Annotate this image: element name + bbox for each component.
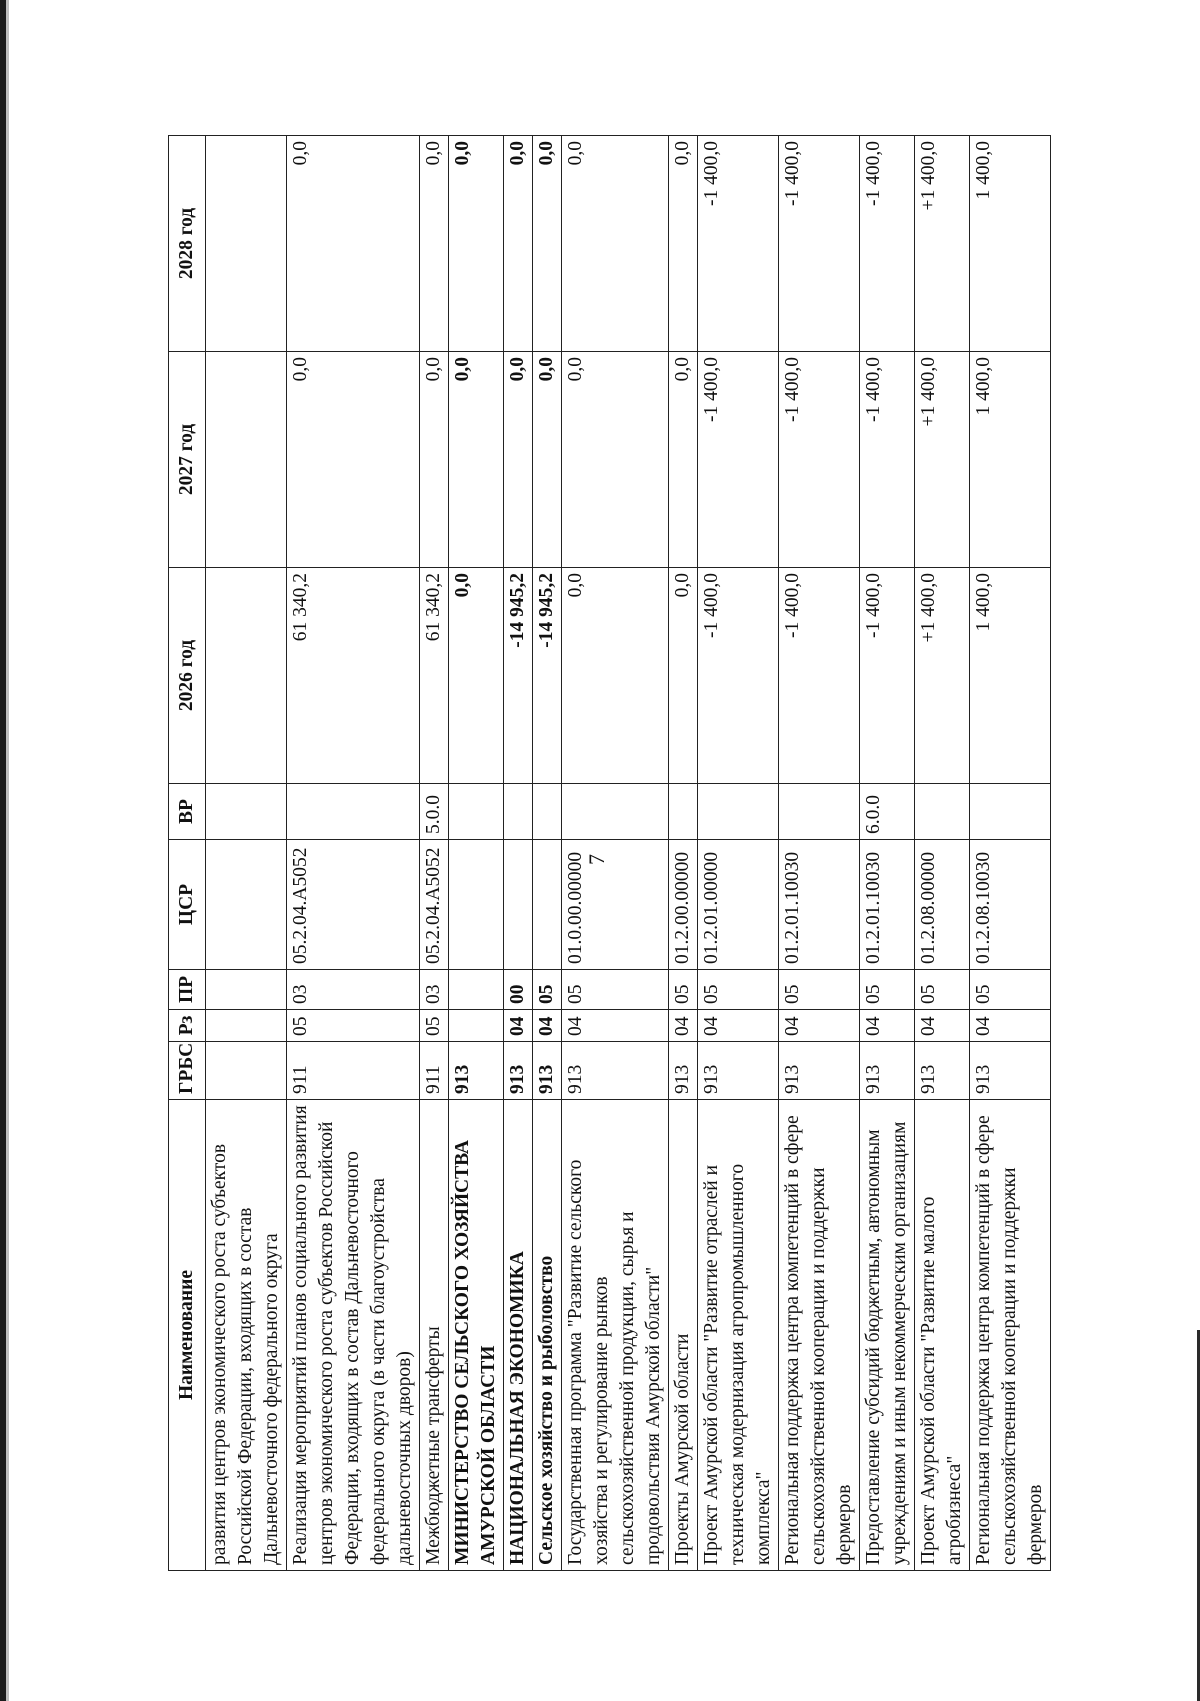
cell-2026: -1 400,0 [860,568,915,784]
cell-pr: 05 [533,970,562,1010]
cell-name: Государственная программа "Развитие сельского хозяйства и регулирование рынков сельскохозяйственной продукции, сырья и продовольствия Амурской области" [562,1100,669,1571]
column-header: Наименование [169,1100,206,1571]
cell-2028: 0,0 [287,136,420,352]
cell-pr: 05 [915,970,970,1010]
cell-pr: 05 [970,970,1051,1010]
cell-pr: 03 [287,970,420,1010]
cell-2026: 61 340,2 [287,568,420,784]
table-row [206,136,287,1571]
cell-2026: 0,0 [562,568,669,784]
cell-2028: 0,0 [533,136,562,352]
cell-2028: -1 400,0 [860,136,915,352]
cell-name: Реализация мероприятий планов социального развития центров экономического роста субъектов Российской Федерации, входящих в состав Дальневосточного федерального округа (в части благоустройства дальневосточных дворов) [287,1100,420,1571]
cell-2028: +1 400,0 [915,136,970,352]
cell-csr: 01.2.08.00000 [915,840,970,970]
table-row [779,136,860,1571]
cell-rz: 05 [420,1010,449,1042]
table-row [669,136,698,1571]
column-header: 2027 год [169,352,206,568]
cell-2027 [206,352,287,568]
cell-2027: 0,0 [669,352,698,568]
cell-csr: 05.2.04.А5052 [420,840,449,970]
cell-rz: 04 [669,1010,698,1042]
cell-rz: 04 [698,1010,779,1042]
cell-vr [698,784,779,840]
rotated-table-wrapper [168,136,1051,1571]
cell-grbs: 911 [287,1042,420,1100]
cell-2027: 0,0 [562,352,669,568]
cell-grbs: 913 [860,1042,915,1100]
cell-name: Региональная поддержка центра компетенций в сфере сельскохозяйственной кооперации и поддержки фермеров [970,1100,1051,1571]
cell-vr [562,784,669,840]
cell-grbs: 913 [779,1042,860,1100]
cell-vr: 5.0.0 [420,784,449,840]
column-header: ПР [169,970,206,1010]
cell-2027: 1 400,0 [970,352,1051,568]
cell-grbs: 913 [669,1042,698,1100]
cell-grbs: 913 [504,1042,533,1100]
table-header-row [169,136,206,1571]
cell-2027: 0,0 [504,352,533,568]
cell-2027: 0,0 [420,352,449,568]
cell-name: Проект Амурской области "Развитие малого агробизнеса" [915,1100,970,1571]
cell-name: развития центров экономического роста субъектов Российской Федерации, входящих в состав Дальневосточного федерального округа [206,1100,287,1571]
cell-vr [533,784,562,840]
cell-pr: 00 [504,970,533,1010]
table-row [504,136,533,1571]
cell-pr: 05 [779,970,860,1010]
cell-2028: 0,0 [504,136,533,352]
cell-vr [287,784,420,840]
cell-name: Сельское хозяйство и рыболовство [533,1100,562,1571]
column-header: ГРБС [169,1042,206,1100]
cell-csr: 01.0.00.00000 [562,840,669,970]
cell-2026: -14 945,2 [533,568,562,784]
cell-2028: 0,0 [449,136,504,352]
cell-grbs: 911 [420,1042,449,1100]
cell-csr: 01.2.00.00000 [669,840,698,970]
cell-grbs: 913 [449,1042,504,1100]
cell-vr [970,784,1051,840]
cell-2026: +1 400,0 [915,568,970,784]
cell-grbs [206,1042,287,1100]
cell-2026: 0,0 [449,568,504,784]
cell-vr [669,784,698,840]
table-row [287,136,420,1571]
cell-rz: 04 [504,1010,533,1042]
cell-2026: 61 340,2 [420,568,449,784]
cell-name: МИНИСТЕРСТВО СЕЛЬСКОГО ХОЗЯЙСТВА АМУРСКОЙ ОБЛАСТИ [449,1100,504,1571]
cell-2028: 0,0 [420,136,449,352]
cell-rz: 04 [533,1010,562,1042]
cell-2027: 0,0 [533,352,562,568]
cell-csr [206,840,287,970]
cell-2026: -1 400,0 [779,568,860,784]
cell-name: НАЦИОНАЛЬНАЯ ЭКОНОМИКА [504,1100,533,1571]
cell-pr: 05 [860,970,915,1010]
cell-name: Региональная поддержка центра компетенций в сфере сельскохозяйственной кооперации и поддержки фермеров [779,1100,860,1571]
table-row [915,136,970,1571]
cell-pr: 03 [420,970,449,1010]
cell-name: Межбюджетные трансферты [420,1100,449,1571]
table-row [698,136,779,1571]
cell-grbs: 913 [533,1042,562,1100]
cell-csr: 01.2.01.10030 [779,840,860,970]
cell-2026: 0,0 [669,568,698,784]
table-row [449,136,504,1571]
cell-grbs: 913 [698,1042,779,1100]
cell-csr: 01.2.08.10030 [970,840,1051,970]
table-row [420,136,449,1571]
cell-pr: 05 [562,970,669,1010]
column-header: 2028 год [169,136,206,352]
cell-2026: -1 400,0 [698,568,779,784]
cell-grbs: 913 [915,1042,970,1100]
column-header: 2026 год [169,568,206,784]
cell-name: Проект Амурской области "Развитие отраслей и техническая модернизация агропромышленного комплекса" [698,1100,779,1571]
cell-vr: 6.0.0 [860,784,915,840]
cell-vr [504,784,533,840]
cell-pr [206,970,287,1010]
cell-vr [915,784,970,840]
cell-vr [449,784,504,840]
cell-csr [533,840,562,970]
cell-pr: 05 [669,970,698,1010]
table-row [562,136,669,1571]
cell-csr [504,840,533,970]
column-header: Рз [169,1010,206,1042]
cell-pr: 05 [698,970,779,1010]
cell-grbs: 913 [562,1042,669,1100]
cell-2028: 0,0 [669,136,698,352]
scan-edge-shadow [6,0,9,1701]
table-row [860,136,915,1571]
cell-2026: -14 945,2 [504,568,533,784]
cell-pr [449,970,504,1010]
cell-2026 [206,568,287,784]
cell-csr [449,840,504,970]
cell-rz: 04 [860,1010,915,1042]
cell-vr [779,784,860,840]
cell-2028 [206,136,287,352]
cell-2027: +1 400,0 [915,352,970,568]
cell-2028: -1 400,0 [698,136,779,352]
cell-2027: 0,0 [449,352,504,568]
cell-csr: 01.2.01.00000 [698,840,779,970]
cell-2027: -1 400,0 [860,352,915,568]
cell-rz: 04 [915,1010,970,1042]
cell-rz: 05 [287,1010,420,1042]
column-header: ВР [169,784,206,840]
budget-table [168,135,1051,1571]
cell-csr: 01.2.01.10030 [860,840,915,970]
cell-csr: 05.2.04.А5052 [287,840,420,970]
cell-rz [449,1010,504,1042]
cell-grbs: 913 [970,1042,1051,1100]
cell-rz: 04 [779,1010,860,1042]
cell-rz: 04 [562,1010,669,1042]
cell-rz: 04 [970,1010,1051,1042]
cell-rz [206,1010,287,1042]
table-row [533,136,562,1571]
cell-vr [206,784,287,840]
cell-name: Предоставление субсидий бюджетным, автономным учреждениям и иным некоммерческим организациям [860,1100,915,1571]
page-number: 7 [584,854,609,865]
cell-2027: -1 400,0 [698,352,779,568]
cell-2028: -1 400,0 [779,136,860,352]
cell-2028: 1 400,0 [970,136,1051,352]
cell-name: Проекты Амурской области [669,1100,698,1571]
cell-2027: -1 400,0 [779,352,860,568]
column-header: ЦСР [169,840,206,970]
cell-2028: 0,0 [562,136,669,352]
cell-2027: 0,0 [287,352,420,568]
table-row [970,136,1051,1571]
cell-2026: 1 400,0 [970,568,1051,784]
